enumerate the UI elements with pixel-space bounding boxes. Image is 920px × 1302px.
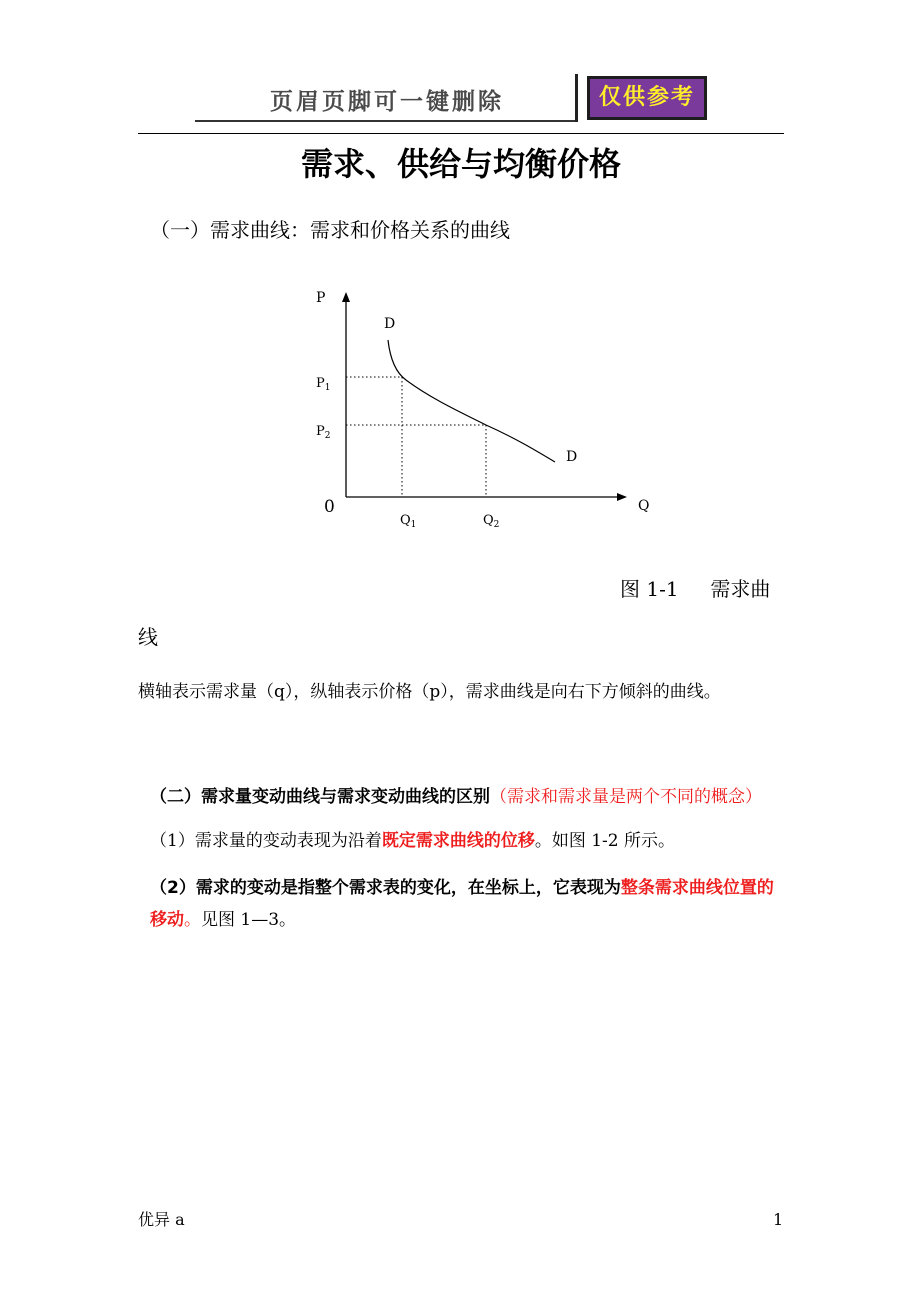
section1-heading: （一）需求曲线：需求和价格关系的曲线 xyxy=(150,218,510,242)
y-tick-p2 xyxy=(316,424,330,441)
item1 xyxy=(150,827,675,855)
x-tick-q2-sub: 2 xyxy=(493,520,500,530)
page-number: 1 xyxy=(773,1210,784,1229)
y-tick-p2-base: P xyxy=(316,424,325,439)
x-axis-label: Q xyxy=(638,498,650,514)
page-title: 需求、供给与均衡价格 xyxy=(300,145,621,183)
header-text: 页眉页脚可一键删除 xyxy=(270,89,504,115)
origin-label: 0 xyxy=(324,497,335,517)
item1-emphasis: 既定需求曲线的位移 xyxy=(381,831,535,851)
y-tick-p1-sub: 1 xyxy=(324,383,331,393)
y-axis-arrow xyxy=(342,292,350,302)
axes-explanation: 横轴表示需求量（q），纵轴表示价格（p），需求曲线是向右下方倾斜的曲线。 xyxy=(138,682,721,702)
x-tick-q2-base: Q xyxy=(483,513,494,528)
section2-heading xyxy=(150,783,762,811)
reference-only-badge: 仅供参考 xyxy=(587,76,707,120)
section2-label: （二）需求量变动曲线与需求变动曲线的区别 xyxy=(150,787,490,807)
x-tick-q2 xyxy=(483,513,499,530)
footer-left: 优异 a xyxy=(138,1210,185,1229)
x-tick-q1 xyxy=(400,513,416,530)
item1-post: 。如图 1-2 所示。 xyxy=(534,831,676,851)
figure-caption: 图 1-1 需求曲 xyxy=(620,577,771,601)
y-tick-p2-sub: 2 xyxy=(324,431,331,441)
header-divider xyxy=(575,74,578,122)
x-tick-q1-base: Q xyxy=(400,513,411,528)
x-axis-arrow xyxy=(617,493,627,501)
item2-post: 见图 1—3。 xyxy=(201,910,297,930)
y-axis-label: P xyxy=(316,290,326,306)
item2-emphasis: 整条需求曲线位置的移动 xyxy=(150,878,774,930)
item2-pre: （2）需求的变动是指整个需求表的变化，在坐标上，它表现为 xyxy=(150,878,621,898)
section2-note: （需求和需求量是两个不同的概念） xyxy=(490,787,762,807)
item1-pre: （1）需求量的变动表现为沿着 xyxy=(150,831,382,851)
figure-caption-continued: 线 xyxy=(138,625,158,649)
y-tick-p1 xyxy=(316,376,330,393)
curve-label-end: D xyxy=(566,449,578,465)
item2 xyxy=(150,872,790,936)
x-tick-q1-sub: 1 xyxy=(410,520,417,530)
y-tick-p1-base: P xyxy=(316,376,325,391)
demand-curve xyxy=(388,340,555,462)
curve-label-start: D xyxy=(384,316,396,332)
header-rule xyxy=(138,133,784,134)
item2-period: 。 xyxy=(184,910,201,930)
demand-curve-chart xyxy=(300,280,670,535)
header-underline xyxy=(195,120,575,122)
